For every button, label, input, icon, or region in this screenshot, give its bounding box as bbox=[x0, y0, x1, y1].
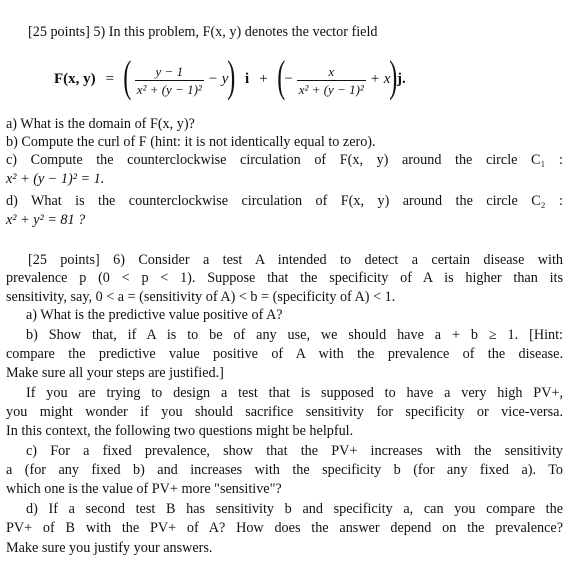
equation-equals: = bbox=[105, 71, 115, 88]
j-numerator: x bbox=[328, 63, 335, 79]
problem5-part-a: a) What is the domain of F(x, y)? bbox=[6, 116, 195, 132]
right-paren-i: ) bbox=[227, 52, 236, 101]
problem6-part-c: c) For a fixed prevalence, show that the PV+ increases with the sensitivity bbox=[26, 443, 563, 459]
problem6-intro: [25 points] 6) Consider a test A intended to detect a certain disease with bbox=[28, 252, 563, 268]
problem5-circle-c2: x² + y² = 81 ? bbox=[6, 212, 86, 228]
problem5-part-c: c) Compute the counterclockwise circulation of F(x, y) around the circle C₁ : bbox=[6, 152, 563, 168]
problem6-part-d-2: PV+ of B with the PV+ of A? How does the answer depend on the prevalence? bbox=[6, 520, 563, 536]
vector-field-equation bbox=[54, 52, 406, 108]
problem6-design-1: If you are trying to design a test that is supposed to have a very high PV+, bbox=[26, 385, 563, 401]
j-tail: + x bbox=[369, 71, 391, 88]
problem6-part-c-2: a (for any fixed b) and increases with the specificity b (for any fixed a). To bbox=[6, 462, 563, 478]
j-fraction bbox=[297, 64, 366, 97]
j-denominator: x² + (y − 1)² bbox=[298, 81, 364, 97]
problem6-line-2: prevalence p (0 < p < 1). Suppose that the specificity of A is higher than its bbox=[6, 270, 563, 286]
j-unit: j. bbox=[397, 71, 406, 88]
problem5-part-b: b) Compute the curl of F (hint: it is not identically equal to zero). bbox=[6, 134, 376, 150]
i-unit: i bbox=[245, 71, 250, 88]
problem5-circle-c1: x² + (y − 1)² = 1. bbox=[6, 171, 105, 187]
problem6-part-b: b) Show that, if A is to be of any use, we should have a + b ≥ 1. [Hint: bbox=[26, 327, 563, 343]
equation-plus: + bbox=[259, 71, 268, 88]
i-denominator: x² + (y − 1)² bbox=[136, 81, 202, 97]
problem6-part-d-3: Make sure you justify your answers. bbox=[6, 540, 213, 556]
problem6-hint-end: Make sure all your steps are justified.] bbox=[6, 365, 224, 381]
problem6-line-3: sensitivity, say, 0 < a = (sensitivity of A) < b = (specificity of A) < 1. bbox=[6, 289, 396, 305]
problem6-part-c-3: which one is the value of PV+ more "sensitive"? bbox=[6, 481, 282, 497]
right-paren-j: ) bbox=[389, 52, 398, 101]
i-tail: − y bbox=[207, 71, 229, 88]
problem5-part-d: d) What is the counterclockwise circulation of F(x, y) around the circle C₂ : bbox=[6, 193, 563, 209]
j-sign: − bbox=[284, 71, 293, 88]
problem6-design-3: In this context, the following two questions might be helpful. bbox=[6, 423, 354, 439]
equation-lhs: F(x, y) bbox=[54, 71, 96, 88]
left-paren-i: ( bbox=[123, 52, 132, 101]
problem6-design-2: you might wonder if you should sacrifice sensitivity for specificity or vice-versa. bbox=[6, 404, 563, 420]
problem6-hint: compare the predictive value positive of A with the prevalence of the disease. bbox=[6, 346, 563, 362]
problem5-intro: [25 points] 5) In this problem, F(x, y) denotes the vector field bbox=[28, 24, 378, 40]
i-fraction bbox=[135, 64, 204, 97]
left-paren-j: ( bbox=[276, 52, 286, 101]
problem6-part-d: d) If a second test B has sensitivity b and specificity a, can you compare the bbox=[26, 501, 563, 517]
i-numerator: y − 1 bbox=[155, 63, 184, 79]
problem6-part-a: a) What is the predictive value positive of A? bbox=[26, 307, 283, 323]
